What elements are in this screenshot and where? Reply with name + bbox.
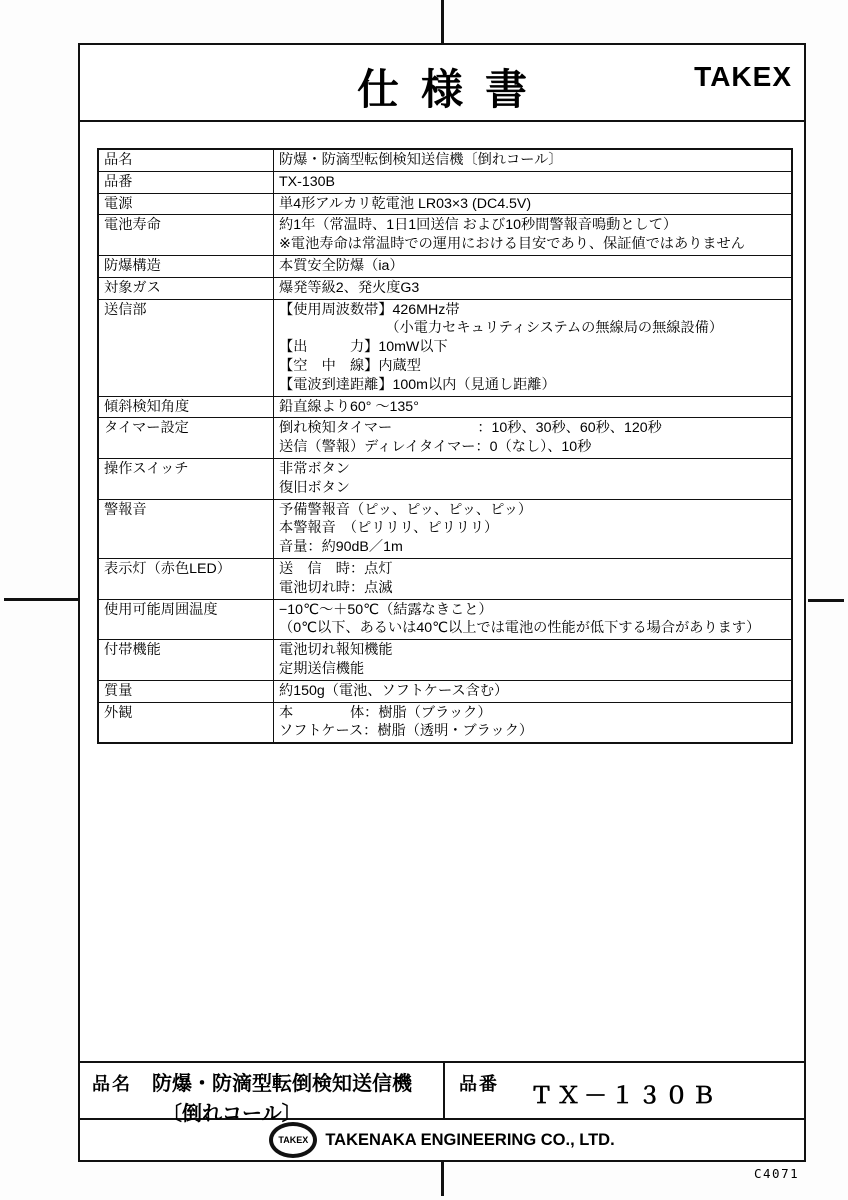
product-name-line1: 防爆・防滴型転倒検知送信機 [152,1073,412,1095]
spec-row-value [274,500,791,558]
spec-row-label: 品名 [99,150,274,171]
spec-value-line: 約150g（電池、ソフトケース含む） [279,682,509,699]
spec-row [99,171,791,193]
spec-row-value [274,300,791,396]
spec-row-label: 品番 [99,172,274,193]
crop-mark-right [808,599,844,602]
takex-oval-label: TAKEX [278,1135,309,1145]
takex-logo-text: TAKEX [694,61,792,92]
spec-row [99,558,791,599]
spec-row-label: 外観 [99,703,274,743]
spec-value-line: 本警報音 （ピリリリ、ピリリリ） [279,520,499,537]
spec-row-value [274,172,791,193]
spec-value-line: 電池切れ時：点滅 [279,579,393,596]
spec-row-value [274,640,791,680]
product-number-label: 品番 [459,1074,499,1094]
product-name-label: 品名 [92,1074,132,1094]
spec-row-label: タイマー設定 [99,418,274,458]
spec-value-line: 【空 中 線】内蔵型 [279,357,421,374]
spec-value-line: （小電力セキュリティシステムの無線局の無線設備） [279,320,724,337]
spec-row [99,680,791,702]
crop-mark-top [441,0,444,43]
product-number-value: ＴＸ－１３０Ｂ [530,1082,719,1108]
spec-value-line: 倒れ検知タイマー ：10秒、30秒、60秒、120秒 [279,420,662,437]
company-name: TAKENAKA ENGINEERING CO., LTD. [325,1130,615,1149]
spec-value-line: （0℃以下、あるいは40℃以上では電池の性能が低下する場合があります） [279,620,761,637]
spec-row-label: 付帯機能 [99,640,274,680]
spec-value-line: ソフトケース：樹脂（透明・ブラック） [279,723,534,740]
spec-value-line: 音量：約90dB／1m [279,539,403,556]
title-block [80,1061,804,1160]
spec-row-label: 電源 [99,194,274,215]
spec-row [99,499,791,558]
spec-value-line: −10℃～＋50℃（結露なきこと） [279,601,493,618]
spec-row-value [274,278,791,299]
spec-value-line: 爆発等級2、発火度G3 [279,279,420,296]
crop-mark-left [4,598,78,601]
spec-value-line: 単4形アルカリ乾電池 LR03×3 (DC4.5V) [279,195,532,212]
spec-row [99,639,791,680]
spec-row-label: 表示灯（赤色LED） [99,559,274,599]
spec-value-line: 非常ボタン [279,460,350,477]
corner-code: C4071 [754,1166,800,1181]
company-footer [80,1120,804,1160]
spec-row-label: 操作スイッチ [99,459,274,499]
spec-row [99,599,791,640]
document-frame [78,43,806,1162]
spec-value-line: TX-130B [279,173,335,190]
spec-row-value [274,600,791,640]
spec-row [99,150,791,171]
document-title: 仕様書 [356,66,549,113]
spec-row-value [274,459,791,499]
spec-row-label: 質量 [99,681,274,702]
product-number-cell [445,1063,804,1118]
spec-row-value [274,703,791,743]
spec-row-label: 送信部 [99,300,274,396]
spec-row-value [274,559,791,599]
spec-row-label: 傾斜検知角度 [99,397,274,418]
spec-row-value [274,418,791,458]
spec-value-line: 【使用周波数帯】426MHz帯 [279,301,460,318]
spec-value-line: 送 信 時：点灯 [279,560,393,577]
spec-value-line: 定期送信機能 [279,660,365,677]
spec-row [99,702,791,743]
spec-row-value [274,215,791,255]
spec-row-value [274,150,791,171]
spec-value-line: 約1年（常温時、1日1回送信 および10秒間警報音鳴動として） [279,217,678,234]
spec-row [99,255,791,277]
product-name-line2: 〔倒れコール〕 [162,1103,302,1125]
spec-row [99,277,791,299]
spec-value-line: 【出 力】10mW以下 [279,339,448,356]
spec-table [97,148,793,744]
spec-row [99,299,791,396]
spec-row [99,458,791,499]
spec-value-line: 鉛直線より60° ～135° [279,398,419,415]
spec-value-line: ※電池寿命は常温時での運用における目安であり、保証値ではありません [279,236,745,253]
takex-oval-icon [269,1122,317,1158]
spec-row [99,214,791,255]
spec-row [99,396,791,418]
spec-row-value [274,256,791,277]
document-header [80,45,804,122]
spec-row-label: 電池寿命 [99,215,274,255]
spec-value-line: 防爆・防滴型転倒検知送信機〔倒れコール〕 [279,152,563,168]
spec-value-line: 本質安全防爆（ia） [279,257,404,274]
spec-value-line: 本 体：樹脂（ブラック） [279,704,492,721]
spec-row-label: 防爆構造 [99,256,274,277]
spec-row-label: 警報音 [99,500,274,558]
product-name-cell [80,1063,445,1125]
spec-value-line: 送信（警報）ディレイタイマー：0（なし）、10秒 [279,439,592,456]
spec-row-value [274,194,791,215]
spec-row [99,417,791,458]
spec-row-label: 対象ガス [99,278,274,299]
spec-row-label: 使用可能周囲温度 [99,600,274,640]
spec-row [99,193,791,215]
crop-mark-bottom [441,1162,444,1196]
spec-value-line: 予備警報音（ピッ、ピッ、ピッ、ピッ） [279,501,533,518]
spec-value-line: 【電波到達距離】100m以内（見通し距離） [279,376,556,393]
spec-row-value [274,681,791,702]
spec-value-line: 復旧ボタン [279,479,350,496]
title-block-name-row [80,1063,804,1125]
spec-value-line: 電池切れ報知機能 [279,642,393,659]
spec-row-value [274,397,791,418]
